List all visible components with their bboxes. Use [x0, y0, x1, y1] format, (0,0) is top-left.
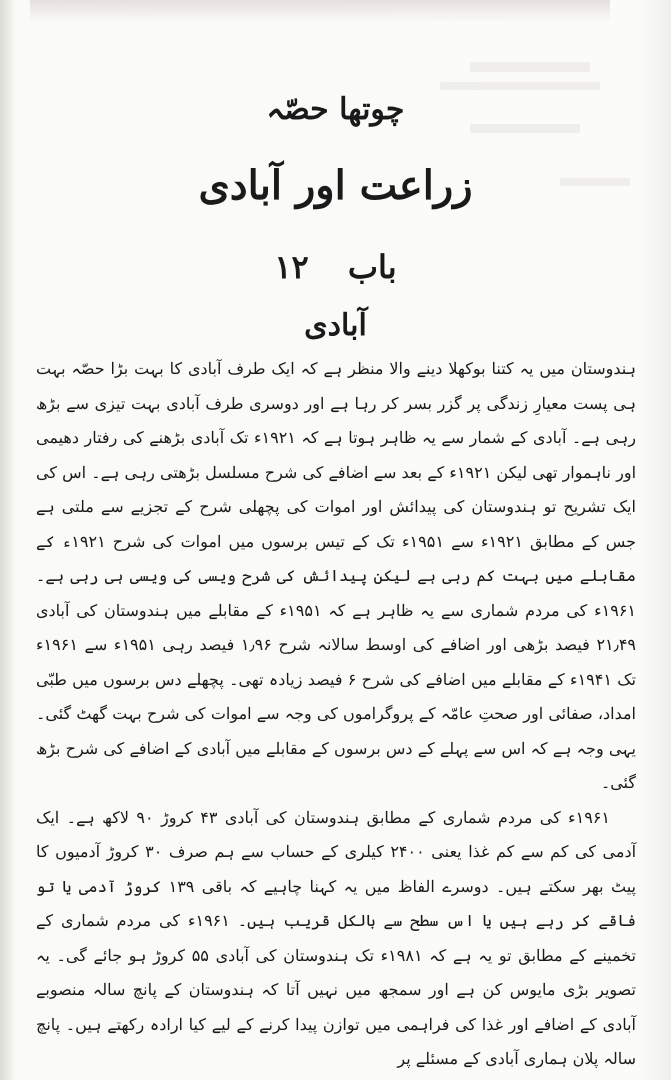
chapter-subtitle: آبادی: [304, 308, 367, 343]
paragraph: ہندوستان میں یہ کتنا بوکھلا دینے والا منظر ہے کہ ایک طرف آبادی کا بہت بڑا حصّہ بہت ہی پست معیارِ زندگی پر گزر بسر کر رہا ہے اور دوسری طرف آبادی بہت تیزی سے بڑھ رہی ہے۔ آبادی کے شمار سے یہ ظاہر ہوتا ہے کہ ۱۹۲۱ء تک آبادی بڑھنے کی رفتار دھیمی اور ناہموار تھی لیکن ۱۹۲۱ء کے بعد سے اضافے کی شرح مسلسل بڑھتی رہی ہے۔ اس کی ایک تشریح تو ہندوستان کی پیدائش اور اموات کی پچھلی شرح کے تجزیے سے ملتی ہے جس کے مطابق ۱۹۲۱ء سے ۱۹۵۱ء تک کے تیس برسوں میں اموات کی شرح ۱۹۲۱ء کے مقابلے میں بہت کم رہی ہے لیکن پیدائش کی شرح ویسی کی ویسی ہی رہی ہے۔ ۱۹۶۱ء کی مردم شماری سے یہ ظاہر ہے کہ ۱۹۵۱ء کے مقابلے میں ہندوستان کی آبادی ۲۱٫۴۹ فیصد بڑھی اور اضافے کی اوسط سالانہ شرح ۱٫۹۶ فیصد رہی ۱۹۵۱ء سے ۱۹۶۱ء تک ۱۹۴۱ء کے مقابلے میں اضافے کی شرح ۶ فیصد زیادہ تھی۔ پچھلے دس برسوں میں طبّی امداد، صفائی اور صحتِ عامّہ کے پروگراموں کی وجہ سے اموات کی شرح بہت گھٹ گئی۔ یہی وجہ ہے کہ اس سے پہلے کے دس برسوں کے مقابلے میں آبادی کے اضافے کی شرح بڑھ گئی۔: [36, 359, 637, 792]
body-text: [36, 352, 636, 1077]
paragraph: ۱۹۶۱ء کی مردم شماری کے مطابق ہندوستان کی آبادی ۴۳ کروڑ ۹۰ لاکھ ہے۔ ایک آدمی کی کم سے کم غذا یعنی ۲۴۰۰ کیلری کے حساب سے ہم صرف ۳۰ کروڑ آدمیوں کا پیٹ بھر سکتے ہیں۔ دوسرے الفاظ میں یہ کہنا چاہیے کہ باقی ۱۳۹ کروڑ آدمی یا تو فاقے کر رہے ہیں یا اس سطح سے بالکل قریب ہیں۔ ۱۹۶۱ء کی مردم شماری کے تخمینے کے مطابق تو یہ ہے کہ ۱۹۸۱ء تک ہندوستان کی آبادی ۵۵ کروڑ ہو جائے گی۔ یہ تصویر بڑی مایوس کن ہے اور سمجھ میں نہیں آتا کہ ہندوستان کے پانچ سالہ منصوبے آبادی کے اضافے اور غذا کی فراہمی میں توازن پیدا کرنے کے لیے کیا ارادہ رکھتے ہیں۔ پانچ سالہ پلان ہماری آبادی کے مسئلے پر: [36, 807, 637, 1068]
bleed-through-mark: [440, 82, 600, 90]
bleed-through-mark: [470, 62, 590, 72]
section-title: زراعت اور آبادی: [198, 162, 473, 209]
page-stain: [30, 0, 610, 22]
part-title: چوتھا حصّہ: [266, 92, 405, 127]
chapter-title: باب ۱۲: [274, 248, 397, 286]
